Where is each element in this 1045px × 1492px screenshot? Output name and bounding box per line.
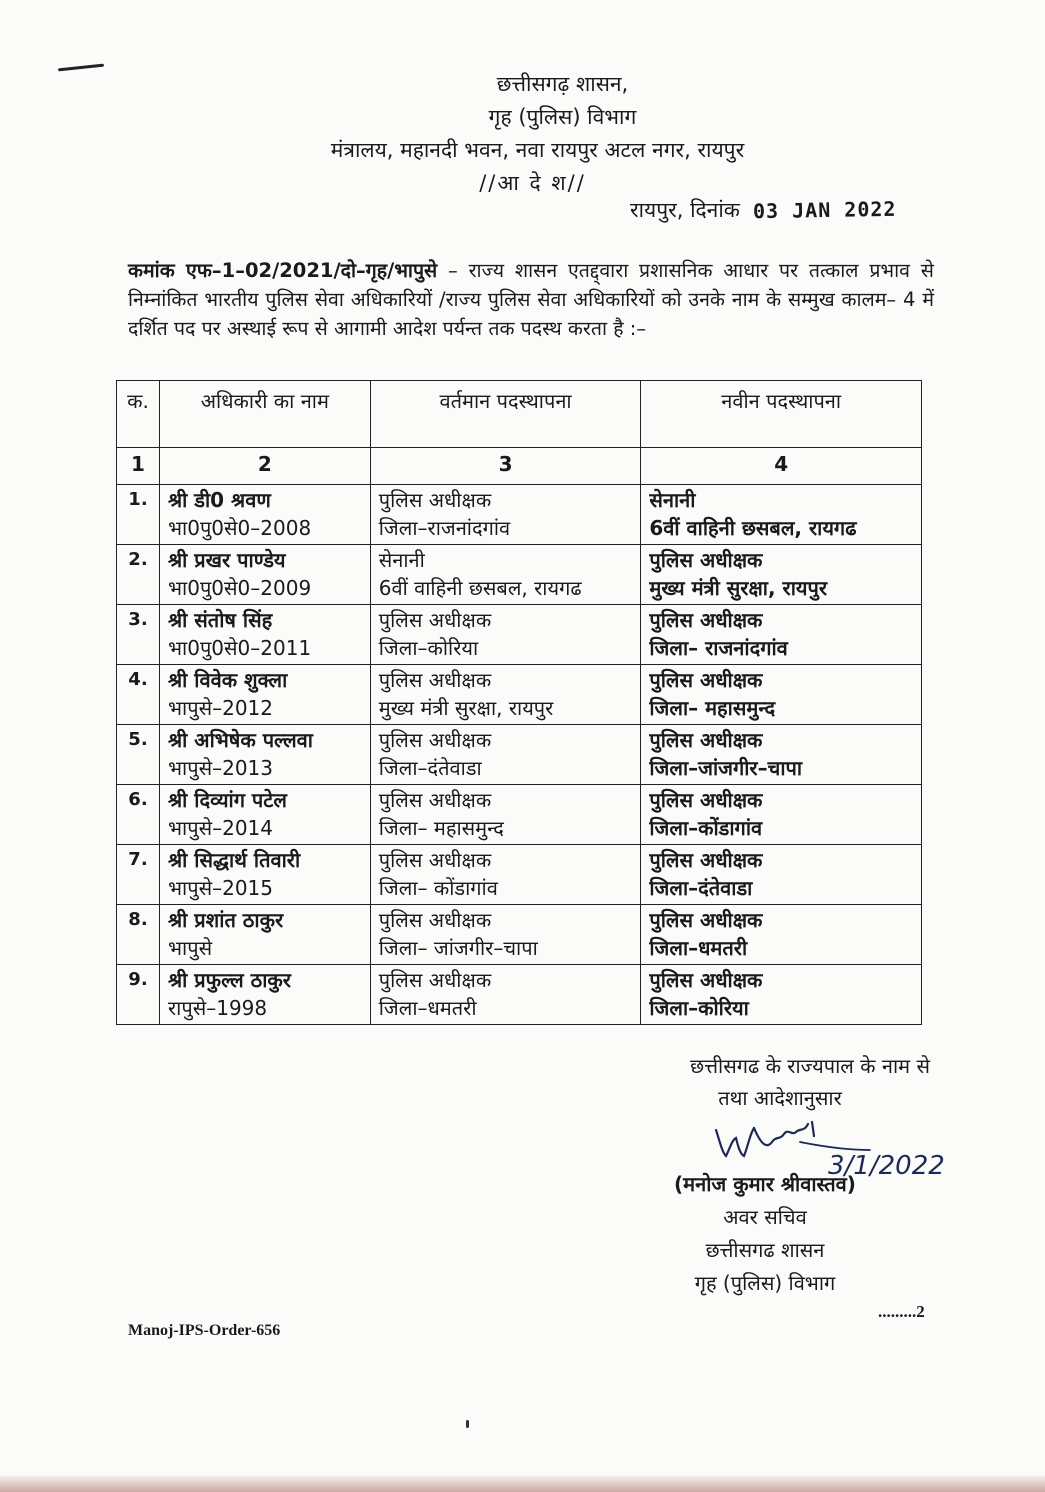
- officer-name: श्री प्रखर पाण्डेय: [167, 548, 286, 572]
- current-place: मुख्य मंत्री सुरक्षा, रायपुर: [378, 696, 554, 720]
- handwritten-date: 3/1/2022: [828, 1151, 945, 1181]
- header-department: गृह (पुलिस) विभाग: [488, 105, 637, 129]
- header-officer-name: अधिकारी का नाम: [159, 381, 370, 448]
- paper-bottom-edge: [0, 1476, 1045, 1492]
- order-paragraph: [128, 256, 934, 343]
- officer-name: श्री दिव्यांग पटेल: [167, 788, 287, 812]
- authority-line: [600, 1050, 940, 1114]
- new-post: पुलिस अधीक्षक: [649, 608, 763, 632]
- serial-number: 7.: [117, 845, 160, 905]
- date-stamp: 03 JAN 2022: [752, 196, 897, 224]
- officer-service: भापुसे–2012: [167, 696, 274, 720]
- current-post: पुलिस अधीक्षक: [378, 668, 492, 692]
- officer-service: भा0पु0से0–2009: [167, 576, 312, 600]
- current-post: पुलिस अधीक्षक: [378, 608, 492, 632]
- table-row: [117, 785, 922, 845]
- serial-number: 2.: [117, 545, 160, 605]
- new-place: जिला–कोरिया: [649, 996, 749, 1020]
- posting-table: [116, 380, 922, 1025]
- officer-service: भापुसे: [167, 936, 213, 960]
- new-place: 6वीं वाहिनी छसबल, रायगढ: [649, 516, 857, 540]
- serial-number: 5.: [117, 725, 160, 785]
- table-row: [117, 605, 922, 665]
- new-post: सेनानी: [649, 488, 696, 512]
- header-order-title: //आ दे श//: [479, 171, 586, 195]
- column-number: 4: [641, 448, 922, 485]
- new-place: जिला– राजनांदगांव: [649, 636, 788, 660]
- new-place: जिला–कोंडागांव: [649, 816, 763, 840]
- officer-name: श्री सिद्धार्थ तिवारी: [167, 848, 301, 872]
- column-number: 2: [159, 448, 370, 485]
- dateline: [630, 196, 896, 224]
- new-place: जिला– महासमुन्द: [649, 696, 776, 720]
- signatory-office: छत्तीसगढ शासन: [705, 1238, 825, 1262]
- officer-name: श्री संतोष सिंह: [167, 608, 273, 632]
- table-row: [117, 545, 922, 605]
- serial-number: 8.: [117, 905, 160, 965]
- current-place: जिला–धमतरी: [378, 996, 477, 1020]
- current-post: पुलिस अधीक्षक: [378, 968, 492, 992]
- column-number: 1: [117, 448, 160, 485]
- officer-name: श्री प्रफुल्ल ठाकुर: [167, 968, 291, 992]
- new-place: जिला–जांजगीर–चापा: [649, 756, 803, 780]
- authority-order: तथा आदेशानुसार: [718, 1086, 842, 1110]
- current-place: जिला– कोंडागांव: [378, 876, 498, 900]
- serial-number: 9.: [117, 965, 160, 1025]
- new-place: जिला–दंतेवाडा: [649, 876, 753, 900]
- current-post: पुलिस अधीक्षक: [378, 848, 492, 872]
- table-row: [117, 665, 922, 725]
- officer-name: श्री प्रशांत ठाकुर: [167, 908, 284, 932]
- serial-number: 3.: [117, 605, 160, 665]
- new-post: पुलिस अधीक्षक: [649, 728, 763, 752]
- order-body: – राज्य शासन एतद्द्वारा प्रशासनिक आधार पर तत्काल प्रभाव से निम्नांकित भारतीय पुलिस सेवा अधिकारियों /राज्य पुलिस सेवा अधिकारियों को उनके नाम के सम्मुख कालम– 4 में दर्शित पद पर अस्थाई रूप से आगामी आदेश पर्यन्त तक पदस्थ करता है :–: [128, 259, 934, 340]
- new-post: पुलिस अधीक्षक: [649, 848, 763, 872]
- column-number: 3: [370, 448, 641, 485]
- authority-governor: छत्तीसगढ के राज्यपाल के नाम से: [690, 1054, 930, 1078]
- serial-number: 1.: [117, 485, 160, 545]
- officer-service: रापुसे–1998: [167, 996, 268, 1020]
- signatory-block: [640, 1168, 890, 1300]
- new-post: पुलिस अधीक्षक: [649, 968, 763, 992]
- table-row: [117, 845, 922, 905]
- file-reference: Manoj-IPS-Order-656: [128, 1322, 281, 1339]
- dateline-label: रायपुर, दिनांक: [630, 198, 740, 222]
- officer-name: श्री अभिषेक पल्लवा: [167, 728, 313, 752]
- header-address: मंत्रालय, महानदी भवन, नवा रायपुर अटल नगर, रायपुर: [330, 138, 745, 162]
- table-row: [117, 485, 922, 545]
- new-post: पुलिस अधीक्षक: [649, 668, 763, 692]
- header-serial: क.: [117, 381, 160, 448]
- new-post: पुलिस अधीक्षक: [649, 788, 763, 812]
- page-continuation: .........2: [878, 1302, 925, 1321]
- paper-mark: [466, 1420, 469, 1428]
- officer-service: भापुसे–2014: [167, 816, 274, 840]
- new-post: पुलिस अधीक्षक: [649, 908, 763, 932]
- order-reference: कमांक एफ–1–02/2021/दो–गृह/भापुसे: [128, 259, 438, 282]
- current-place: जिला–राजनांदगांव: [378, 516, 511, 540]
- officer-service: भा0पु0से0–2011: [167, 636, 312, 660]
- document-header: [0, 68, 1045, 200]
- officer-name: श्री डी0 श्रवण: [167, 488, 271, 512]
- officer-name: श्री विवेक शुक्ला: [167, 668, 288, 692]
- header-current-posting: वर्तमान पदस्थापना: [370, 381, 641, 448]
- serial-number: 6.: [117, 785, 160, 845]
- current-post: पुलिस अधीक्षक: [378, 488, 492, 512]
- new-post: पुलिस अधीक्षक: [649, 548, 763, 572]
- current-place: जिला–कोरिया: [378, 636, 479, 660]
- signatory-department: गृह (पुलिस) विभाग: [694, 1271, 836, 1295]
- table-row: [117, 725, 922, 785]
- new-place: मुख्य मंत्री सुरक्षा, रायपुर: [649, 576, 828, 600]
- signatory-designation: अवर सचिव: [723, 1205, 807, 1229]
- table-row: [117, 905, 922, 965]
- current-post: पुलिस अधीक्षक: [378, 788, 492, 812]
- current-post: पुलिस अधीक्षक: [378, 728, 492, 752]
- officer-service: भापुसे–2013: [167, 756, 274, 780]
- current-place: जिला– महासमुन्द: [378, 816, 504, 840]
- header-new-posting: नवीन पदस्थापना: [641, 381, 922, 448]
- header-government: छत्तीसगढ़ शासन,: [496, 72, 629, 96]
- serial-number: 4.: [117, 665, 160, 725]
- new-place: जिला–धमतरी: [649, 936, 748, 960]
- current-place: 6वीं वाहिनी छसबल, रायगढ: [378, 576, 582, 600]
- current-place: जिला– जांजगीर–चापा: [378, 936, 538, 960]
- current-post: सेनानी: [378, 548, 425, 572]
- current-post: पुलिस अधीक्षक: [378, 908, 492, 932]
- officer-service: भा0पु0से0–2008: [167, 516, 312, 540]
- table-row: [117, 965, 922, 1025]
- officer-service: भापुसे–2015: [167, 876, 274, 900]
- current-place: जिला–दंतेवाडा: [378, 756, 482, 780]
- signatory-name: (मनोज कुमार श्रीवास्तव): [674, 1172, 856, 1196]
